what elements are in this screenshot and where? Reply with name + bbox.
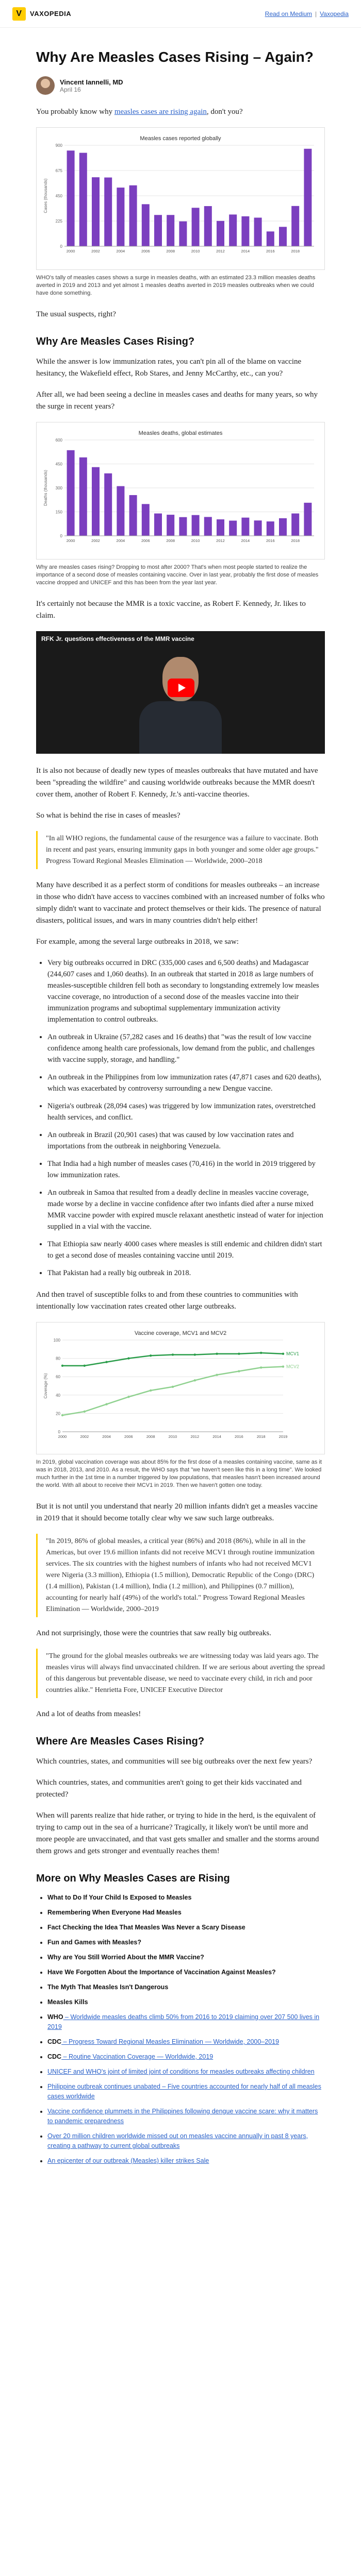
data-point (127, 1357, 129, 1359)
data-point (238, 1353, 240, 1355)
bar (179, 222, 187, 246)
more-link-item[interactable] (47, 1982, 325, 1992)
x-tick-label: 2002 (80, 1434, 89, 1439)
brand-name: VAXOPEDIA (30, 10, 72, 18)
data-point (105, 1361, 107, 1363)
y-axis-label: Coverage (%) (43, 1373, 48, 1399)
more-link[interactable]: – Routine Vaccination Coverage — Worldwide, 2019 (61, 2053, 214, 2060)
x-tick-label: 2004 (116, 249, 125, 253)
bar (241, 518, 249, 536)
usual-suspects: The usual suspects, right? (36, 310, 116, 318)
bar (79, 457, 87, 536)
more-link[interactable]: An epicenter of our outbreak (Measles) killer strikes Sale (47, 2157, 209, 2164)
y-tick-label: 0 (58, 1430, 60, 1434)
more-link-item[interactable] (47, 2067, 325, 2077)
y-tick-label: 450 (55, 194, 62, 198)
data-point (84, 1411, 86, 1413)
data-point (282, 1365, 284, 1367)
y-tick-label: 600 (55, 438, 62, 443)
x-tick-label: 2008 (166, 538, 175, 543)
intro-text: You probably know why (36, 108, 114, 116)
list-item: • An outbreak in Ukraine (57,282 cases and 16 deaths) that "was the result of low vaccine confidence among health care professionals, low demand from the public, and challenges with vaccine supply, storage, and handling." (47, 1031, 325, 1065)
bar (217, 221, 224, 246)
s1-paragraph-8: And a lot of deaths from measles! (36, 1710, 141, 1718)
x-tick-label: 2000 (66, 538, 75, 543)
more-links-list (47, 1893, 325, 2166)
bar (167, 515, 174, 536)
video-thumbnail-person (139, 652, 222, 754)
chart-deaths (42, 428, 319, 551)
bar (192, 208, 200, 246)
bar (279, 518, 287, 536)
bar (304, 149, 311, 246)
after-video-paragraph-1: It is also not because of deadly new types of measles outbreaks that have mutated and have been "spreading the wildfire" and causing worldwide outbreaks because the MMR doesn't cover them, another of Robert F. Kennedy, Jr.'s anti-vaccine theories. (36, 767, 318, 799)
more-link-bold: WHO (47, 2013, 63, 2021)
video-embed[interactable] (36, 631, 325, 754)
link-separator: | (315, 10, 317, 18)
more-link-bold: CDC (47, 2053, 62, 2060)
bar (79, 153, 87, 246)
more-link-item[interactable] (47, 1908, 325, 1918)
bar (267, 521, 274, 536)
more-link-bold: Have We Forgotten About the Importance of Vaccination Against Measles? (47, 1969, 276, 1976)
bar (154, 215, 162, 246)
data-point (238, 1370, 240, 1372)
x-tick-label: 2014 (212, 1434, 221, 1439)
bar (229, 521, 237, 536)
data-point (216, 1374, 218, 1376)
x-tick-label: 2018 (256, 1434, 266, 1439)
bar (154, 514, 162, 536)
more-link-bold: Measles Kills (47, 1998, 88, 2006)
more-link-item[interactable] (47, 2107, 325, 2126)
bar (241, 216, 249, 246)
section-heading-why: Why Are Measles Cases Rising? (36, 336, 195, 347)
data-point (84, 1365, 86, 1367)
bar (67, 150, 75, 246)
more-link[interactable]: Over 20 million children worldwide missed out on measles vaccine annually in past 8 years, creating a pathway to current global outbreaks (47, 2132, 308, 2149)
bar (117, 486, 124, 536)
bar (129, 495, 137, 536)
y-axis-label: Deaths (thousands) (43, 470, 48, 506)
chart-title: Measles deaths, global estimates (138, 430, 223, 436)
intro-paragraph (36, 106, 325, 118)
bar (217, 519, 224, 536)
y-tick-label: 450 (55, 462, 62, 467)
x-tick-label: 2006 (141, 538, 150, 543)
s1-paragraph-3: Many have described it as a perfect storm of conditions for measles outbreaks – an increase in those who didn't have access to vaccines combined with an increased number of folks who simply didn't want to vaccinate and protect themselves or their kids. The presence of natural disasters, political issues, and wars in many countries didn't help either! (36, 881, 325, 925)
list-item: • That India had a high number of measles cases (70,416) in the world in 2019 triggered by low immunization rates. (47, 1158, 325, 1181)
list-item: • Very big outbreaks occurred in DRC (335,000 cases and 6,500 deaths) and Madagascar (244,607 cases and 1,060 deaths). In an outbreak that started in 2018 as large numbers of measles-susceptible children fell both as secondary to longstanding extremely low measles vaccine coverage, no introduction of a second dose of the measles vaccine into their immunization programs and suboptimal supplementary immunization activity implementation to control outbreaks. (47, 957, 325, 1025)
chart-coverage-caption: In 2019, global vaccination coverage was about 85% for the first dose of a measles containing vaccine, same as it was in 2018, 2013, and 2010. As a result, the WHO says that "we haven't seen like this in a long time". We looked much further in the 1st time in a number triggered by low populations, that measles hasn't been increased around the world. With all about to receive their MCV1 in 2019. Then we haven't gotten one today. (36, 1459, 322, 1488)
x-tick-label: 2006 (141, 249, 150, 253)
x-tick-label: 2002 (91, 538, 100, 543)
bar (254, 520, 262, 536)
y-tick-label: 300 (55, 486, 62, 490)
more-link-item[interactable] (47, 2082, 325, 2102)
chart-deaths-figure (36, 422, 325, 560)
bar (179, 517, 187, 536)
x-tick-label: 2004 (102, 1434, 111, 1439)
bar (92, 467, 100, 536)
data-point (194, 1379, 196, 1381)
x-tick-label: 2012 (216, 249, 225, 253)
s1-paragraph-7: And not surprisingly, those were the countries that saw really big outbreaks. (36, 1629, 272, 1637)
top-bar (0, 0, 361, 28)
data-point (172, 1386, 174, 1388)
y-axis-label: Cases (thousands) (43, 178, 48, 213)
play-icon[interactable] (168, 679, 194, 697)
more-link[interactable]: – Progress Toward Regional Measles Elimination — Worldwide, 2000–2019 (61, 2038, 280, 2045)
list-item: • That Pakistan had a really big outbreak in 2018. (47, 1267, 325, 1279)
x-tick-label: 2004 (116, 538, 125, 543)
data-point (282, 1353, 284, 1355)
x-tick-label: 2012 (216, 538, 225, 543)
x-tick-label: 2018 (291, 249, 300, 253)
data-point (61, 1414, 63, 1416)
data-point (105, 1403, 107, 1405)
chart-coverage (42, 1328, 319, 1446)
bar (129, 185, 137, 246)
x-tick-label: 2000 (66, 249, 75, 253)
more-link-item[interactable] (47, 1953, 325, 1962)
more-link-item[interactable] (47, 2052, 325, 2062)
more-link-bold: Remembering When Everyone Had Measles (47, 1909, 182, 1916)
more-link-bold: Fun and Games with Measles? (47, 1939, 141, 1946)
article-title: Why Are Measles Cases Rising – Again? (36, 49, 314, 65)
x-tick-label: 2000 (58, 1434, 67, 1439)
x-tick-label: 2002 (91, 249, 100, 253)
y-tick-label: 60 (56, 1375, 60, 1380)
list-item: • That Ethiopia saw nearly 4000 cases where measles is still endemic and children didn't start to get a second dose of measles containing vaccine until 2019. (47, 1239, 325, 1261)
y-tick-label: 40 (56, 1393, 60, 1398)
more-link-bold: What to Do If Your Child Is Exposed to Measles (47, 1894, 192, 1901)
x-tick-label: 2016 (266, 249, 275, 253)
intro-text-end: , don't you? (206, 108, 243, 116)
bar (104, 178, 112, 246)
x-tick-label: 2014 (241, 538, 250, 543)
bar (204, 517, 212, 536)
more-link-item[interactable] (47, 2037, 325, 2047)
more-link-item[interactable] (47, 2156, 325, 2166)
more-link-bold: Why are You Still Worried About the MMR Vaccine? (47, 1954, 204, 1961)
section-heading-more: More on Why Measles Cases are Rising (36, 1873, 230, 1884)
chart-title: Vaccine coverage, MCV1 and MCV2 (134, 1330, 227, 1336)
x-tick-label: 2010 (191, 249, 200, 253)
series-line (62, 1367, 283, 1415)
chart-cases-figure (36, 127, 325, 270)
more-link-item[interactable] (47, 2131, 325, 2151)
data-point (150, 1354, 152, 1357)
section-heading-where: Where Are Measles Cases Rising? (36, 1736, 205, 1747)
author-avatar[interactable] (36, 76, 55, 95)
x-tick-label: 2008 (166, 249, 175, 253)
data-point (172, 1353, 174, 1355)
bar (117, 188, 124, 246)
list-item: • An outbreak in Brazil (20,901 cases) that was caused by low vaccination rates and importations from the outbreak in neighboring Venezuela. (47, 1129, 325, 1152)
y-tick-label: 900 (55, 143, 62, 148)
x-tick-label: 2018 (291, 538, 300, 543)
bar (304, 503, 311, 536)
x-tick-label: 2012 (190, 1434, 200, 1439)
chart-cases (42, 133, 319, 262)
bar (279, 227, 287, 246)
more-link-item[interactable] (47, 1923, 325, 1933)
data-point (260, 1366, 262, 1368)
chart-title: Measles cases reported globally (140, 135, 221, 142)
chart-cases-caption: WHO's tally of measles cases shows a surge in measles deaths, with an estimated 23.3 million measles deaths averted in 2019 and 2013 and yet almost 1 measles deaths averted in 2019 measles outbreaks when we could have done something. (36, 275, 316, 296)
data-point (150, 1389, 152, 1392)
y-tick-label: 225 (55, 219, 62, 224)
s1-paragraph-5: And then travel of susceptible folks to and from these countries to communities with intentionally low vaccination rates created other large outbreaks. (36, 1291, 298, 1311)
more-link-bold: Fact Checking the Idea That Measles Was Never a Scary Disease (47, 1924, 245, 1931)
y-tick-label: 675 (55, 168, 62, 173)
brand[interactable] (12, 7, 71, 21)
bar (254, 217, 262, 246)
bar (229, 214, 237, 246)
more-link[interactable]: – Worldwide measles deaths climb 50% from 2016 to 2019 claiming over 207 500 lives in 2019 (47, 2013, 320, 2030)
x-tick-label: 2016 (266, 538, 275, 543)
list-item: • An outbreak in the Philippines from low immunization rates (47,871 cases and 620 deaths), which was exacerbated by controversy surrounding a new Dengue vaccine. (47, 1072, 325, 1094)
more-link-item[interactable] (47, 1968, 325, 1977)
vaxopedia-logo-icon: V (12, 7, 26, 21)
bar (192, 515, 200, 536)
s2-paragraph-2: Which countries, states, and communities aren't going to get their kids vaccinated and protected? (36, 1778, 302, 1799)
bar (204, 206, 212, 246)
quote-who-1: "In all WHO regions, the fundamental cause of the resurgence was a failure to vaccinate. Both in recent and past years, ensuring immunity gaps in both younger and some older age groups." Progress Toward Regional Measles Elimination — Worldwide, 2000–2018 (36, 831, 325, 869)
quote-unicef: "The ground for the global measles outbreaks we are witnessing today was laid years ago. The measles virus will always find unvaccinated children. If we are serious about averting the spread of this dangerous but preventable disease, we need to vaccinate every child, in rich and poor countries alike." Henrietta Fore, UNICEF Executive Director (36, 1649, 325, 1698)
more-link[interactable]: Vaccine confidence plummets in the Philippines following dengue vaccine scare: why it matters to pandemic preparedness (47, 2108, 318, 2125)
after-video-paragraph-2: So what is behind the rise in cases of measles? (36, 811, 180, 820)
bar (142, 204, 150, 246)
bar (291, 514, 299, 536)
video-title: RFK Jr. questions effectiveness of the MMR vaccine (41, 635, 194, 642)
list-item: • An outbreak in Samoa that resulted from a deadly decline in measles vaccine coverage, made worse by a decline in vaccine confidence after two infants died after a nurse mixed MMR vaccine powder with expired muscle relaxant anesthetic instead of water for injection supplied in a vial with the vaccine. (47, 1187, 325, 1232)
more-link-item[interactable] (47, 1893, 325, 1903)
more-link-bold: The Myth That Measles Isn't Dangerous (47, 1984, 169, 1991)
quote-who-2: "In 2019, 86% of global measles, a critical year (86%) and 2018 (86%), while in all in the Americas, but over 19.6 million infants did not receive MCV1 through routine immunization services. The six countries with the highest numbers of infants who had not received MCV1 were Nigeria (3.3 million), Ethiopia (1.5 million), Democratic Republic of the Congo (DRC) (1.4 million), Pakistan (1.4 million), India (1.2 million), and Philippines (0.7 million), accounting for nearly half (49%) of the world's total." Progress Toward Regional Measles Elimination — Worldwide, 2000–2019 (36, 1534, 325, 1617)
y-tick-label: 0 (60, 244, 62, 249)
more-link[interactable]: Philippine outbreak continues unabated – Five countries accounted for nearly half of all measles cases worldwide (47, 2083, 321, 2100)
s2-paragraph-3: When will parents realize that hide rather, or trying to hide in the herd, is the equivalent of trying to camp out in the sea of a hurricane? Tragically, it likely won't be until more and more people are unvaccinated, and that vast gets smaller and smaller and the storms around them grows and gets stronger and eventually reaches them! (36, 1811, 319, 1855)
bar (104, 473, 112, 536)
outbreak-list (47, 957, 325, 1279)
bar (92, 177, 100, 246)
more-link-item[interactable] (47, 1938, 325, 1947)
data-point (260, 1352, 262, 1354)
y-tick-label: 150 (55, 510, 62, 515)
x-tick-label: 2016 (235, 1434, 243, 1439)
byline (36, 76, 325, 95)
top-links (265, 10, 349, 18)
x-tick-label: 2006 (124, 1434, 133, 1439)
read-on-medium-link[interactable]: Read on Medium (265, 10, 313, 18)
bar (142, 504, 150, 536)
s1-paragraph-4: For example, among the several large outbreaks in 2018, we saw: (36, 938, 239, 946)
data-point (127, 1396, 129, 1398)
vaxopedia-link[interactable]: Vaxopedia (320, 10, 349, 18)
x-tick-label: 2010 (168, 1434, 177, 1439)
legend-label: MCV1 (286, 1351, 300, 1357)
more-link-item[interactable] (47, 2012, 325, 2032)
list-item: • Nigeria's outbreak (28,094 cases) was triggered by low immunization rates, overstretched health services, and conflict. (47, 1100, 325, 1123)
data-point (61, 1365, 63, 1367)
more-link-item[interactable] (47, 1997, 325, 2007)
y-tick-label: 80 (56, 1356, 60, 1361)
article (36, 28, 325, 2166)
author-name[interactable]: Vincent Iannelli, MD (60, 78, 123, 86)
x-tick-label: 2014 (241, 249, 250, 253)
s1-paragraph-6: But it is not until you understand that nearly 20 million infants didn't get a measles vaccine in 2019 that it should become totally clear why we saw such large outbreaks. (36, 1502, 318, 1522)
y-tick-label: 0 (60, 534, 62, 538)
s2-paragraph-1: Which countries, states, and communities will see big outbreaks over the next few years? (36, 1757, 313, 1766)
bar (67, 450, 75, 536)
data-point (216, 1353, 218, 1355)
rfk-paragraph: It's certainly not because the MMR is a toxic vaccine, as Robert F. Kennedy, Jr. likes to claim. (36, 600, 306, 620)
legend-label: MCV2 (286, 1364, 300, 1369)
data-point (194, 1353, 196, 1355)
more-link[interactable]: UNICEF and WHO's joint of limited joint of conditions for measles outbreaks affecting children (47, 2068, 315, 2075)
chart-deaths-caption: Why are measles cases rising? Dropping to most after 2000? That's when most people started to realize the importance of a second dose of measles containing vaccine. Over in last year, probably the first dose of measles vaccine dropped and UNICEF and this has been from the year last year. (36, 564, 319, 586)
x-tick-label: 2008 (146, 1434, 155, 1439)
s1-paragraph-1: While the answer is low immunization rates, you can't pin all of the blame on vaccine hesitancy, the Wakefield effect, Rob Stares, and Jenny McCarthy, etc., can you? (36, 358, 302, 378)
chart-coverage-figure (36, 1322, 325, 1454)
intro-link[interactable]: measles cases are rising again (114, 108, 207, 116)
bar (291, 206, 299, 246)
bar (267, 231, 274, 246)
y-tick-label: 20 (56, 1411, 60, 1416)
post-date: April 16 (60, 86, 81, 93)
x-tick-label: 2010 (191, 538, 200, 543)
x-tick-label: 2019 (278, 1434, 288, 1439)
s1-paragraph-2: After all, we had been seeing a decline in measles cases and deaths for many years, so why the surge in recent years? (36, 391, 318, 411)
bar (167, 215, 174, 246)
y-tick-label: 100 (53, 1338, 60, 1343)
more-link-bold: CDC (47, 2038, 62, 2045)
